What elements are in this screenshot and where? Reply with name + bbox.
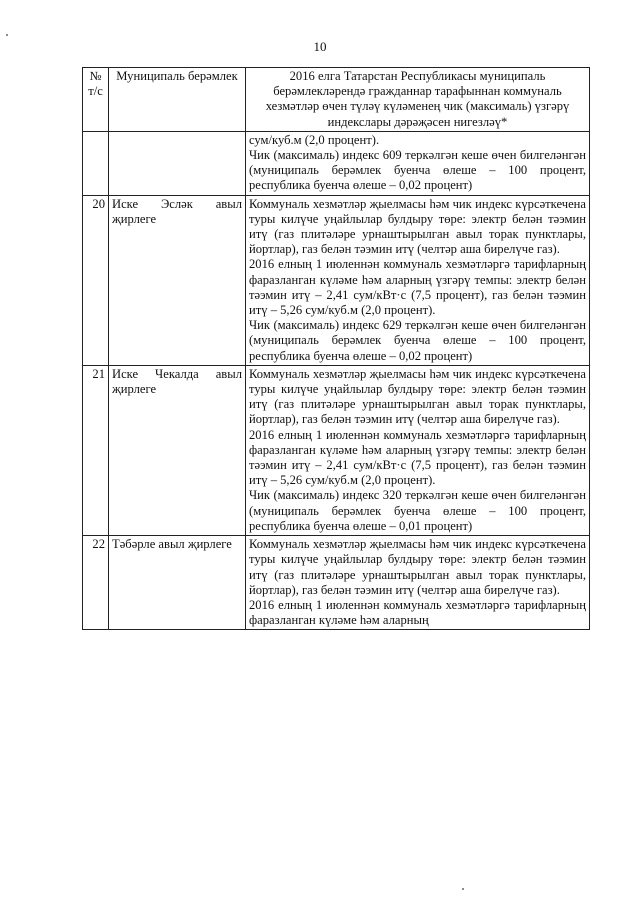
paragraph-services: Коммуналь хезмәтләр җыелмасы һәм чик индекс күрсәткечена туры килүче уңайлылар булдыру төре: электр белән тәэмин итү (газ плитәләре урнаштырылган авыл торак пунктлары, йортлар), газ белән тәэмин итү (челтәр аша бирелүче газ). [249, 196, 586, 257]
table-row [83, 195, 590, 365]
municipal-index-table [82, 67, 590, 630]
table-row [83, 131, 590, 195]
municipality-name: Иске Эсләк авыл җирлеге [109, 195, 246, 365]
header-description: 2016 елга Татарстан Республикасы муниципаль берәмлекләрендә гражданнар тарафыннан коммуналь хезмәтләр өчен түләү күләменең чик (максималь) үзгәрү индекслары дәрәҗәсен нигезләү* [246, 68, 590, 132]
table-header-row [83, 68, 590, 132]
row-number: 20 [83, 195, 109, 365]
continuation-line: сум/куб.м (2,0 процент). [249, 132, 380, 147]
paragraph-tariffs: 2016 елның 1 июленнән коммуналь хезмәтләргә тарифларның фаразланган күләме һәм аларның үзгәрү темпы: электр белән тәэмин итү – 2,41 сум/кВт·с (7,5 процент), газ белән тәэмин итү – 5,26 сум/куб.м (2,0 процент). [249, 427, 586, 488]
row-number: 22 [83, 536, 109, 630]
paragraph-tariffs: 2016 елның 1 июленнән коммуналь хезмәтләргә тарифларның фаразланган күләме һәм аларның [249, 597, 586, 628]
scan-speck [6, 34, 8, 36]
paragraph-index: Чик (максималь) индекс 320 теркәлгән кеше өчен билгеләнгән (муниципаль берәмлек буенча өлеше – 100 процент, республика буенча өлеше – 0,01 процент) [249, 488, 586, 533]
header-municipality: Муниципаль берәмлек [109, 68, 246, 132]
paragraph-services: Коммуналь хезмәтләр җыелмасы һәм чик индекс күрсәткечена туры килүче уңайлылар булдыру төре: электр белән тәэмин итү (газ плитәләре урнаштырылган авыл торак пунктлары, йортлар), газ белән тәэмин итү (челтәр аша бирелүче газ). [249, 366, 586, 427]
municipality-name: Иске Чекалда авыл җирлеге [109, 365, 246, 535]
row-number: 21 [83, 365, 109, 535]
paragraph-services: Коммуналь хезмәтләр җыелмасы һәм чик индекс күрсәткечена туры килүче уңайлылар булдыру төре: электр белән тәэмин итү (газ плитәләре урнаштырылган авыл торак пунктлары, йортлар), газ белән тәэмин итү (челтәр аша бирелүче газ). [249, 537, 586, 597]
municipality-name: Тәбәрле авыл җирлеге [109, 536, 246, 630]
header-num: № т/с [83, 68, 109, 132]
scan-speck [462, 888, 464, 890]
continuation-text: Чик (максималь) индекс 609 теркәлгән кеше өчен билгеләнгән (муниципаль берәмлек буенча өлеше – 100 процент, республика буенча өлеше – 0,02 процент) [249, 148, 586, 193]
paragraph-index: Чик (максималь) индекс 629 теркәлгән кеше өчен билгеләнгән (муниципаль берәмлек буенча өлеше – 100 процент, республика буенча өлеше – 0,02 процент) [249, 318, 586, 363]
paragraph-tariffs: 2016 елның 1 июленнән коммуналь хезмәтләргә тарифларның фаразланган күләме һәм аларның үзгәрү темпы: электр белән тәэмин итү – 2,41 сум/кВт·с (7,5 процент), газ белән тәэмин итү – 5,26 сум/куб.м (2,0 процент). [249, 257, 586, 318]
page-number: 10 [313, 39, 327, 54]
table-row [83, 536, 590, 630]
table-row [83, 365, 590, 535]
